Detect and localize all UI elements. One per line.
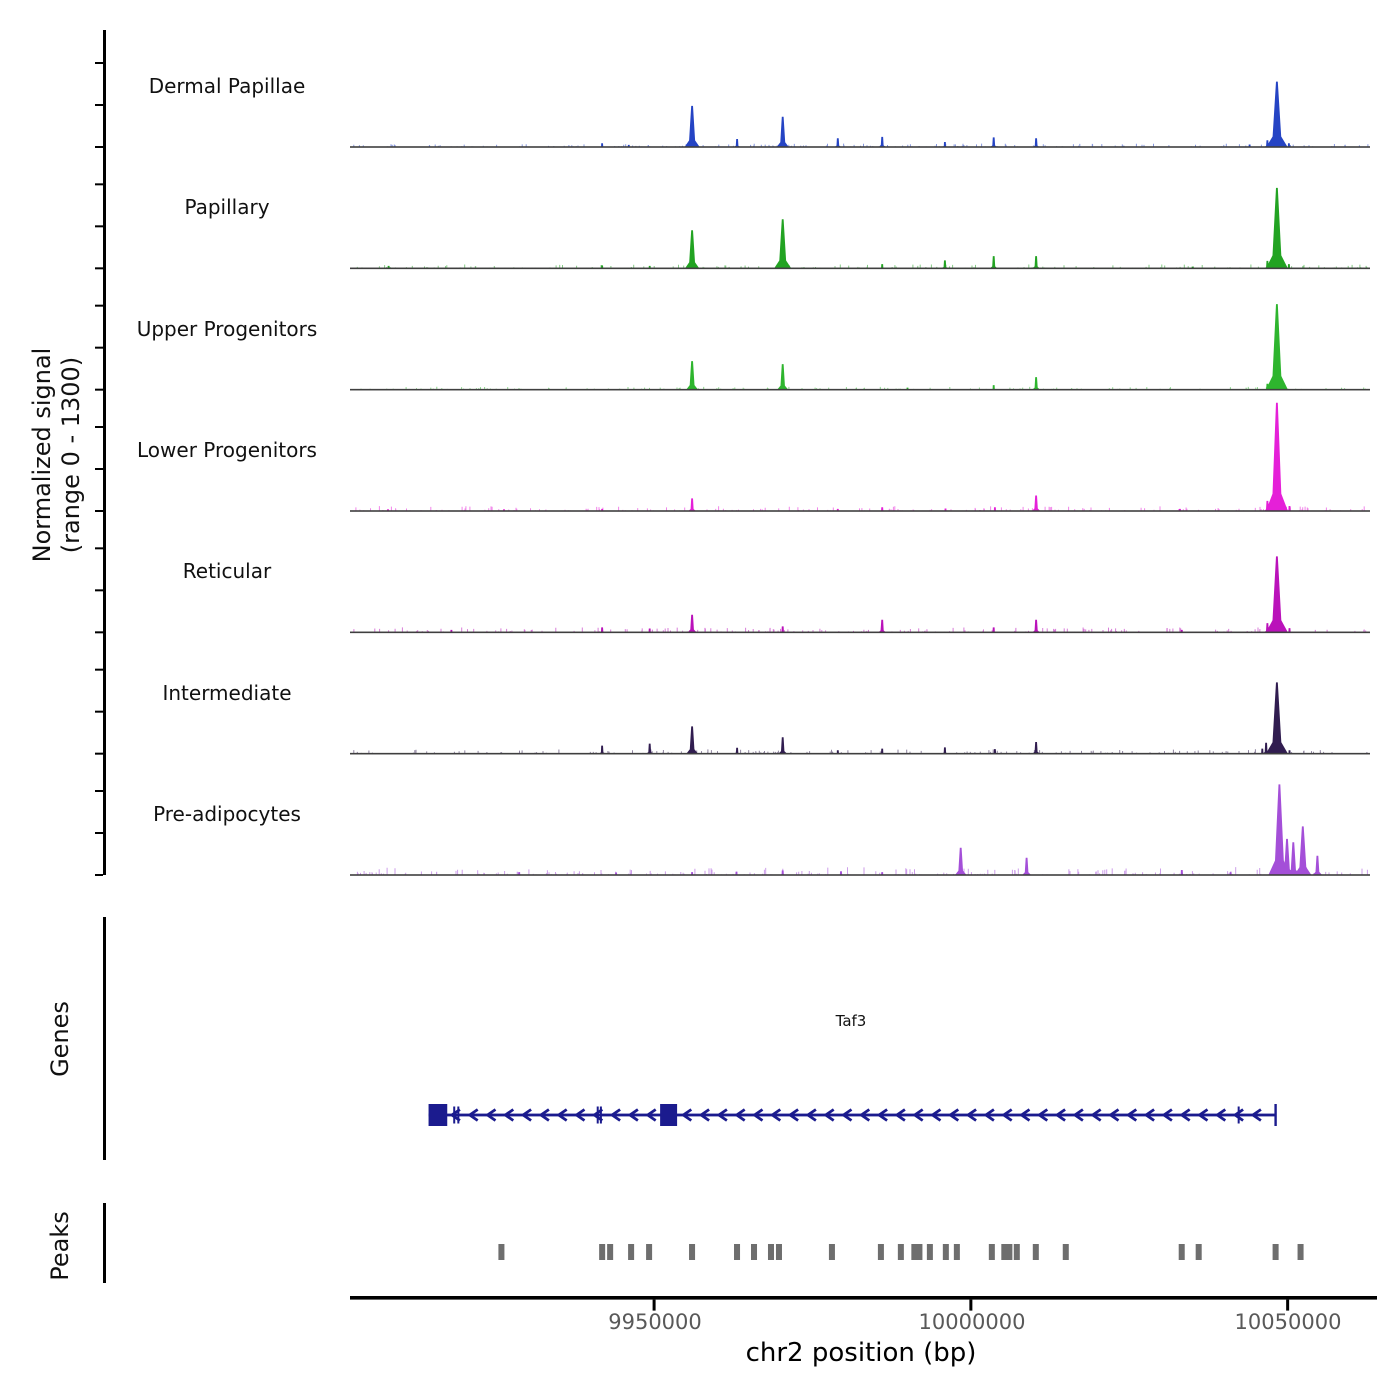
x-tick-label-10050000: 10050000: [1234, 1310, 1342, 1334]
peak-mark: [954, 1244, 960, 1260]
peak-mark: [776, 1244, 782, 1260]
y-axis-tick: [95, 711, 103, 713]
peaks-axis-spine: [103, 1203, 106, 1283]
signal-peak: [599, 746, 606, 754]
y-axis-tick: [95, 631, 103, 633]
gene-model: [350, 1080, 1370, 1150]
x-axis-tick: [653, 1300, 656, 1311]
peak-mark: [1001, 1244, 1012, 1260]
signal-peak: [878, 620, 886, 633]
track-baseline: [350, 753, 1370, 755]
y-axis-tick: [95, 468, 103, 470]
peak-mark: [498, 1244, 504, 1260]
signal-peak: [1313, 856, 1322, 875]
track-baseline: [350, 632, 1370, 634]
gene-exon-tick: [597, 1107, 599, 1124]
signal-peak: [734, 748, 740, 754]
gene-end-bar: [1274, 1104, 1276, 1126]
peak-mark: [607, 1244, 613, 1260]
track-label-lower-progenitors: Lower Progenitors: [137, 437, 317, 462]
x-axis: [345, 1294, 1385, 1314]
signal-peak: [685, 106, 700, 147]
x-tick-label-9950000: 9950000: [608, 1310, 702, 1334]
y-axis-tick: [95, 589, 103, 591]
signal-track-pre-adipocytes: [350, 784, 1370, 875]
gene-taf3: [429, 1104, 1277, 1126]
track-label-dermal-papillae: Dermal Papillae: [148, 74, 306, 98]
y-axis-label-line2: (range 0 - 1300): [57, 356, 85, 554]
signal-peak: [774, 219, 791, 268]
signal-peak: [686, 361, 698, 390]
signal-peak: [1266, 556, 1288, 632]
gene-exon-box: [429, 1104, 448, 1126]
peak-mark: [768, 1244, 774, 1260]
signal-axis-ticks: [85, 26, 105, 877]
y-axis-tick: [95, 62, 103, 64]
peak-mark: [878, 1244, 884, 1260]
y-axis-label-line1: Normalized signal: [28, 347, 56, 563]
signal-peak: [777, 117, 789, 147]
y-axis-tick: [95, 347, 103, 349]
genes-axis-spine: [103, 917, 106, 1160]
signal-peak: [1294, 826, 1311, 875]
signal-peak: [1022, 858, 1031, 875]
signal-tracks-plot: [350, 26, 1370, 877]
signal-peak: [1266, 188, 1288, 269]
peaks-marks: [350, 1240, 1370, 1266]
y-axis-tick: [95, 753, 103, 755]
y-axis-tick: [95, 146, 103, 148]
signal-peak: [1266, 682, 1288, 753]
peak-mark: [1063, 1244, 1069, 1260]
track-baseline: [350, 389, 1370, 391]
signal-track-papillary: [350, 188, 1370, 269]
peak-mark: [1179, 1244, 1185, 1260]
y-axis-label: [28, 348, 86, 563]
peak-mark: [599, 1244, 605, 1260]
gene-exon-tick: [1238, 1107, 1240, 1124]
signal-track-intermediate: [350, 682, 1370, 754]
track-baseline: [350, 874, 1370, 876]
x-tick-label-10000000: 10000000: [918, 1310, 1026, 1334]
peak-mark: [911, 1244, 922, 1260]
peak-mark: [751, 1244, 757, 1260]
track-baseline: [350, 146, 1370, 148]
signal-peak: [835, 138, 842, 147]
peak-mark: [1014, 1244, 1020, 1260]
signal-peak: [1266, 304, 1288, 390]
peak-mark: [989, 1244, 995, 1260]
gene-name-label: Taf3: [835, 1012, 867, 1030]
peak-mark: [689, 1244, 695, 1260]
peak-mark: [898, 1244, 904, 1260]
y-axis-tick: [95, 426, 103, 428]
signal-peak: [990, 256, 998, 268]
x-axis-line: [350, 1296, 1377, 1300]
signal-peak: [688, 615, 697, 633]
y-axis-tick: [95, 547, 103, 549]
track-label-intermediate: Intermediate: [162, 680, 292, 705]
peak-mark: [1033, 1244, 1039, 1260]
peak-mark: [1298, 1244, 1304, 1260]
gene-exon-box: [660, 1104, 677, 1126]
peak-mark: [1273, 1244, 1279, 1260]
peak-mark: [1196, 1244, 1202, 1260]
signal-peak: [879, 137, 886, 147]
track-label-upper-progenitors: Upper Progenitors: [136, 316, 318, 341]
peak-mark: [628, 1244, 634, 1260]
peak-mark: [927, 1244, 933, 1260]
y-axis-tick: [95, 389, 103, 391]
signal-peak: [734, 139, 740, 147]
peak-mark: [734, 1244, 740, 1260]
x-axis-tick: [969, 1300, 972, 1311]
signal-peak: [686, 726, 698, 753]
signal-peak: [990, 137, 997, 147]
peaks-section-label: Peaks: [46, 1211, 74, 1281]
x-axis-tick: [1286, 1300, 1289, 1311]
peak-mark: [943, 1244, 949, 1260]
signal-track-dermal-papillae: [350, 82, 1370, 148]
track-baseline: [350, 510, 1370, 512]
peak-mark: [829, 1244, 835, 1260]
y-axis-tick: [95, 267, 103, 269]
signal-peak: [1032, 495, 1040, 511]
signal-peak: [955, 848, 967, 875]
signal-peak: [1266, 403, 1288, 511]
y-axis-tick: [95, 832, 103, 834]
signal-peak: [1032, 256, 1040, 268]
x-axis-title: chr2 position (bp): [745, 1338, 977, 1368]
signal-peak: [1032, 377, 1040, 390]
signal-peak: [685, 230, 699, 268]
track-baseline: [350, 268, 1370, 270]
signal-peak: [1266, 82, 1287, 147]
y-axis-tick: [95, 790, 103, 792]
track-label-pre-adipocytes: Pre-adipocytes: [153, 801, 301, 826]
peak-mark: [646, 1244, 652, 1260]
signal-peak: [1032, 742, 1040, 754]
y-axis-tick: [95, 305, 103, 307]
y-axis-tick: [95, 104, 103, 106]
signal-track-reticular: [350, 556, 1370, 633]
track-label-papillary: Papillary: [184, 195, 270, 220]
signal-track-upper-progenitors: [350, 304, 1370, 390]
signal-peak: [688, 498, 696, 511]
y-axis-tick: [95, 669, 103, 671]
track-label-reticular: Reticular: [182, 559, 272, 584]
signal-peak: [942, 747, 948, 753]
signal-peak: [778, 737, 787, 753]
genes-section-label: Genes: [46, 1001, 74, 1077]
y-axis-tick: [95, 874, 103, 876]
signal-peak: [942, 260, 948, 268]
signal-track-lower-progenitors: [350, 403, 1370, 512]
signal-peak: [1032, 620, 1040, 633]
y-axis-tick: [95, 510, 103, 512]
signal-peak: [777, 364, 788, 390]
y-axis-tick: [95, 183, 103, 185]
y-axis-tick: [95, 225, 103, 227]
